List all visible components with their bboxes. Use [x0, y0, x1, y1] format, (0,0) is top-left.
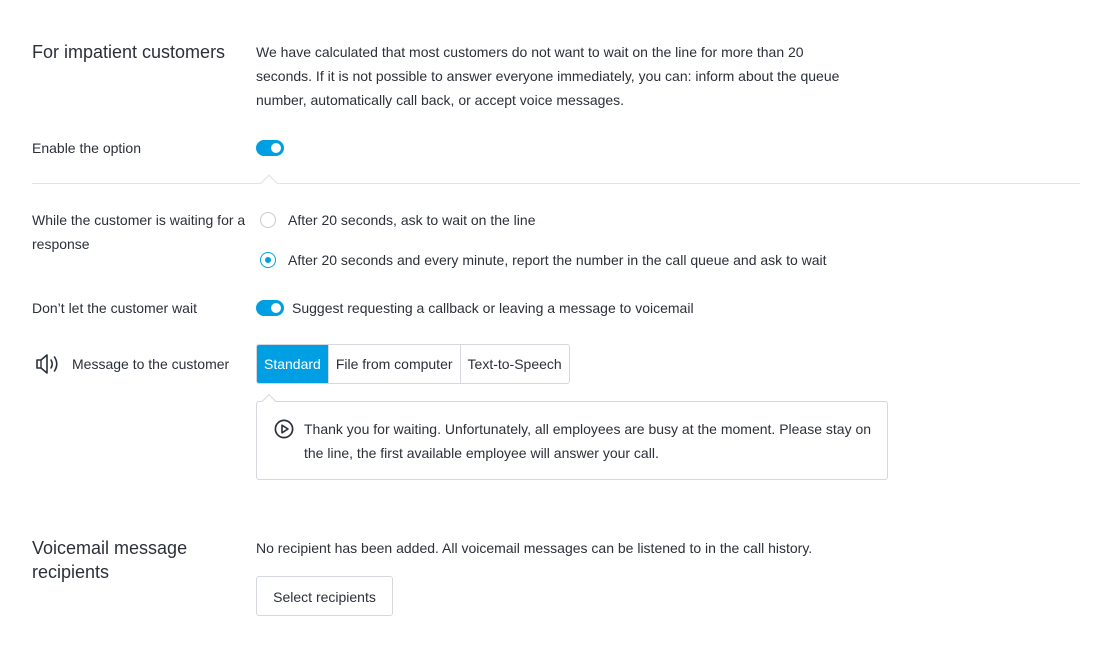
play-circle-icon[interactable]: [274, 419, 294, 439]
voicemail-title: Voicemail message recipients: [32, 538, 188, 582]
section-divider: [32, 183, 1080, 184]
radio-report-queue-number-label[interactable]: After 20 seconds and every minute, report the number in the call queue and ask to wait: [288, 252, 827, 268]
radio-wait-on-line[interactable]: [260, 212, 276, 228]
toggle-knob: [271, 143, 281, 153]
impatient-description: We have calculated that most customers do not want to wait on the line for more than 20 seconds. If it is not possible to answer everyone immediately, you can: inform about the queue number, automatically call back, or accept voice messages.: [256, 44, 840, 108]
tab-text-to-speech[interactable]: Text-to-Speech: [460, 345, 569, 383]
message-label: Message to the customer: [72, 356, 230, 372]
callback-toggle[interactable]: [256, 300, 284, 316]
message-preview-text: Thank you for waiting. Unfortunately, all employees are busy at the moment. Please stay on the line, the first available employee will answer your call.: [304, 421, 872, 461]
tab-file-from-computer[interactable]: File from computer: [328, 345, 460, 383]
message-source-tabs: [256, 344, 570, 384]
radio-report-queue-number[interactable]: [260, 252, 276, 268]
radio-wait-on-line-label[interactable]: After 20 seconds, ask to wait on the line: [288, 212, 536, 228]
select-recipients-button[interactable]: Select recipients: [256, 576, 393, 616]
speaker-icon: [35, 353, 61, 375]
callback-toggle-label[interactable]: Suggest requesting a callback or leaving a message to voicemail: [292, 300, 694, 316]
enable-option-toggle[interactable]: [256, 140, 284, 156]
divider-notch: [261, 175, 278, 192]
impatient-title: For impatient customers: [32, 42, 226, 62]
tab-standard[interactable]: Standard: [257, 345, 328, 383]
waiting-label: While the customer is waiting for a response: [32, 212, 246, 252]
message-preview-box: [256, 401, 888, 480]
voicemail-description: No recipient has been added. All voicemail messages can be listened to in the call history.: [256, 540, 813, 556]
enable-option-label: Enable the option: [32, 140, 141, 156]
dont-wait-label: Don’t let the customer wait: [32, 300, 197, 316]
toggle-knob: [271, 303, 281, 313]
